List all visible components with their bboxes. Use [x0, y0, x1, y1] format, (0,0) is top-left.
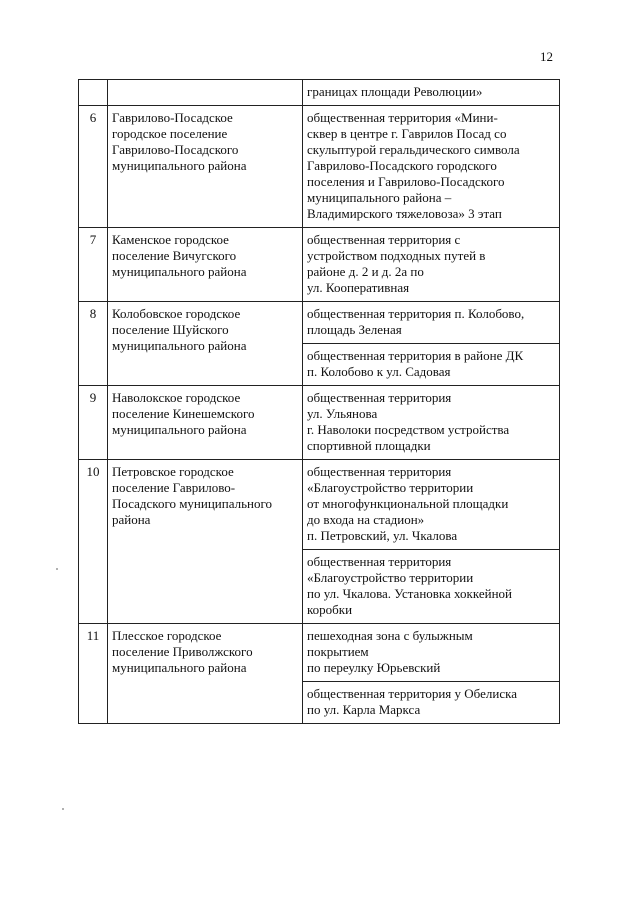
- public-territory-line: коробки: [307, 602, 353, 617]
- public-territory-line: Владимирского тяжеловоза» 3 этап: [307, 206, 502, 221]
- settlement-name-line: муниципального района: [112, 660, 247, 675]
- row-number: [79, 80, 108, 106]
- settlement-name-line: Колобовское городское: [112, 306, 241, 321]
- public-territory-line: пешеходная зона с булыжным: [307, 628, 473, 643]
- public-territory-line: ул. Кооперативная: [307, 280, 410, 295]
- public-territory-line: площадь Зеленая: [307, 322, 402, 337]
- public-territory-line: общественная территория п. Колобово,: [307, 306, 525, 321]
- public-territory-line: общественная территория: [307, 554, 452, 569]
- table-row: [79, 386, 560, 460]
- settlement-name-line: муниципального района: [112, 264, 247, 279]
- page-number: 12: [540, 49, 553, 64]
- table-row: [79, 106, 560, 228]
- public-territory: [303, 624, 560, 682]
- public-territory-line: общественная территория: [307, 464, 452, 479]
- public-territory: [303, 80, 560, 106]
- table-row: [79, 80, 560, 106]
- public-territory-line: муниципального района –: [307, 190, 452, 205]
- settlement-name-line: городское поселение: [112, 126, 228, 141]
- settlement-name-line: поселение Гаврилово-: [112, 480, 236, 495]
- public-territory-line: Гаврилово-Посадского городского: [307, 158, 497, 173]
- settlement-name-line: муниципального района: [112, 158, 247, 173]
- public-territory: [303, 682, 560, 724]
- row-number: 7: [79, 228, 108, 302]
- public-territory: [303, 228, 560, 302]
- public-territory-line: по переулку Юрьевский: [307, 660, 441, 675]
- public-territory: [303, 344, 560, 386]
- settlement-name-line: поселение Кинешемского: [112, 406, 255, 421]
- settlement-name-line: района: [112, 512, 151, 527]
- public-territory-line: спортивной площадки: [307, 438, 431, 453]
- row-number: 10: [79, 460, 108, 624]
- row-number: 6: [79, 106, 108, 228]
- settlement-name-line: Гаврилово-Посадское: [112, 110, 233, 125]
- settlement-name-line: Петровское городское: [112, 464, 234, 479]
- public-territory: [303, 460, 560, 550]
- public-territory-line: общественная территория в районе ДК: [307, 348, 524, 363]
- settlement-name-line: Плесское городское: [112, 628, 222, 643]
- public-territory-line: районе д. 2 и д. 2а по: [307, 264, 424, 279]
- public-territory-line: сквер в центре г. Гаврилов Посад со: [307, 126, 507, 141]
- scan-speck: [56, 568, 58, 570]
- table-row: [79, 460, 560, 550]
- settlement-name-line: муниципального района: [112, 338, 247, 353]
- public-territory: [303, 550, 560, 624]
- settlement-name: [108, 80, 303, 106]
- settlement-name-line: Гаврилово-Посадского: [112, 142, 239, 157]
- row-number: 11: [79, 624, 108, 724]
- public-territory-line: поселения и Гаврилово-Посадского: [307, 174, 505, 189]
- public-territory-line: общественная территория у Обелиска: [307, 686, 517, 701]
- public-territory-line: п. Петровский, ул. Чкалова: [307, 528, 458, 543]
- public-territory-line: ул. Ульянова: [307, 406, 378, 421]
- settlement-name: [108, 624, 303, 724]
- settlement-name-line: поселение Шуйского: [112, 322, 229, 337]
- settlement-name: [108, 460, 303, 624]
- public-territory-line: по ул. Карла Маркса: [307, 702, 421, 717]
- public-territory-line: г. Наволоки посредством устройства: [307, 422, 510, 437]
- public-territory-line: общественная территория «Мини-: [307, 110, 498, 125]
- public-territory-line: от многофункциональной площадки: [307, 496, 509, 511]
- settlement-name-line: поселение Приволжского: [112, 644, 253, 659]
- public-territory: [303, 302, 560, 344]
- public-territory-line: устройством подходных путей в: [307, 248, 486, 263]
- row-number: 9: [79, 386, 108, 460]
- public-territory-line: общественная территория: [307, 390, 452, 405]
- public-territory: [303, 386, 560, 460]
- public-territory: [303, 106, 560, 228]
- settlement-name-line: муниципального района: [112, 422, 247, 437]
- public-territory-line: до входа на стадион»: [307, 512, 425, 527]
- row-number: 8: [79, 302, 108, 386]
- public-territory-line: покрытием: [307, 644, 369, 659]
- public-territory-line: «Благоустройство территории: [307, 570, 474, 585]
- scan-speck: [62, 808, 64, 810]
- settlement-name-line: поселение Вичугского: [112, 248, 237, 263]
- public-territory-line: п. Колобово к ул. Садовая: [307, 364, 451, 379]
- public-territory-line: общественная территория с: [307, 232, 461, 247]
- settlement-name-line: Каменское городское: [112, 232, 229, 247]
- table-row: [79, 302, 560, 344]
- settlement-name: [108, 106, 303, 228]
- public-territory-line: границах площади Революции»: [307, 84, 483, 99]
- settlement-name: [108, 228, 303, 302]
- public-territory-line: по ул. Чкалова. Установка хоккейной: [307, 586, 513, 601]
- settlement-name-line: Посадского муниципального: [112, 496, 272, 511]
- settlement-name: [108, 386, 303, 460]
- settlement-name-line: Наволокское городское: [112, 390, 241, 405]
- public-territory-line: скульптурой геральдического символа: [307, 142, 520, 157]
- table-row: [79, 624, 560, 682]
- settlement-name: [108, 302, 303, 386]
- public-territory-line: «Благоустройство территории: [307, 480, 474, 495]
- territory-table: [78, 79, 560, 724]
- table-row: [79, 228, 560, 302]
